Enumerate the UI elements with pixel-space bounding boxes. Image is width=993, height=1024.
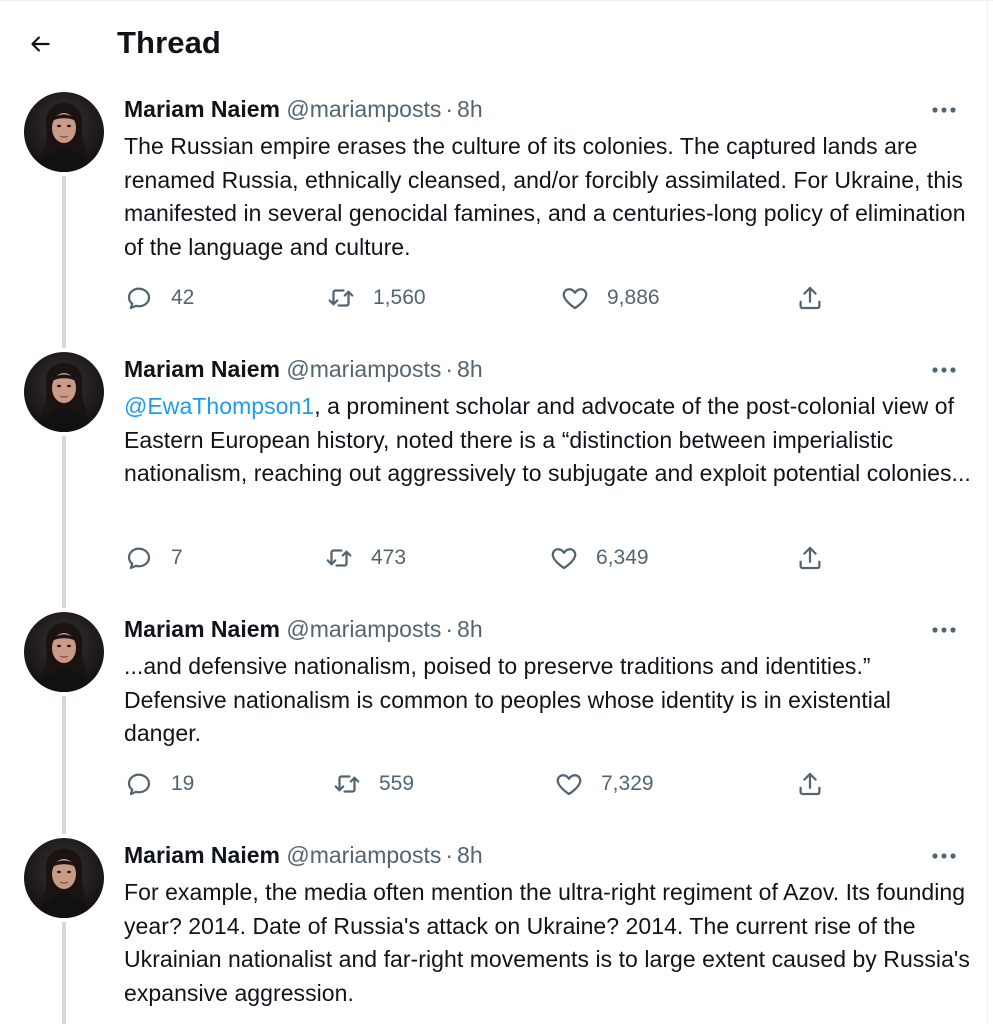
more-dots-icon — [924, 98, 964, 122]
tweet-actions — [0, 764, 988, 804]
like-count: 7,329 — [601, 772, 654, 795]
like-button[interactable] — [554, 764, 654, 804]
thread-connector — [62, 436, 66, 608]
profile-photo — [24, 92, 104, 172]
reply-button[interactable] — [124, 538, 183, 578]
share-icon — [795, 283, 825, 313]
column-border — [987, 0, 988, 1024]
like-count: 6,349 — [596, 546, 649, 569]
like-button[interactable] — [560, 278, 660, 318]
retweet-button[interactable] — [332, 764, 414, 804]
tweet-meta — [124, 356, 483, 383]
share-button[interactable] — [795, 764, 825, 804]
avatar[interactable] — [24, 352, 104, 432]
profile-photo — [24, 612, 104, 692]
back-button[interactable] — [22, 26, 58, 62]
tweet-meta — [124, 842, 483, 869]
author-name[interactable]: Mariam Naiem — [124, 616, 280, 642]
avatar[interactable] — [24, 612, 104, 692]
reply-count: 7 — [171, 546, 183, 569]
thread-header — [0, 0, 988, 88]
tweet-body: ...and defensive nationalism, poised to preserve traditions and identities.” Defensive nationalism is common to peoples whose identity is in existential danger. — [124, 653, 891, 746]
more-options-button[interactable] — [924, 618, 964, 642]
author-name[interactable]: Mariam Naiem — [124, 842, 280, 868]
profile-photo — [24, 838, 104, 918]
tweet-text — [124, 876, 974, 1010]
reply-button[interactable] — [124, 278, 194, 318]
thread-connector — [62, 922, 66, 1024]
retweet-count: 559 — [379, 772, 415, 795]
separator-dot: · — [445, 842, 454, 868]
author-name[interactable]: Mariam Naiem — [124, 96, 280, 122]
tweet-actions — [0, 278, 988, 318]
author-handle[interactable]: @mariamposts — [286, 356, 442, 382]
thread-connector — [62, 176, 66, 348]
more-options-button[interactable] — [924, 358, 964, 382]
avatar[interactable] — [24, 838, 104, 918]
timestamp[interactable]: 8h — [457, 616, 483, 642]
author-handle[interactable]: @mariamposts — [286, 96, 442, 122]
tweet-meta — [124, 616, 483, 643]
retweet-button[interactable] — [324, 538, 406, 578]
reply-count: 42 — [171, 286, 195, 309]
mention-link[interactable]: @EwaThompson1 — [124, 393, 315, 419]
retweet-icon — [326, 283, 356, 313]
author-handle[interactable]: @mariamposts — [286, 616, 442, 642]
retweet-count: 1,560 — [373, 286, 426, 309]
timestamp[interactable]: 8h — [457, 842, 483, 868]
avatar[interactable] — [24, 92, 104, 172]
page-title: Thread — [117, 25, 221, 60]
retweet-count: 473 — [371, 546, 407, 569]
tweet-body: The Russian empire erases the culture of its colonies. The captured lands are renamed Russia, ethnically cleansed, and/or forcibly assimilated. For Ukraine, this manifested in several genocidal famines, and a centuries-long policy of elimination of the language and culture. — [124, 133, 966, 260]
more-dots-icon — [924, 844, 964, 868]
tweet-actions — [0, 538, 988, 578]
retweet-icon — [332, 769, 362, 799]
timestamp[interactable]: 8h — [457, 356, 483, 382]
share-button[interactable] — [795, 278, 825, 318]
share-icon — [795, 543, 825, 573]
heart-icon — [560, 283, 590, 313]
tweet-text — [124, 390, 974, 491]
arrow-left-icon — [22, 26, 58, 62]
reply-icon — [124, 283, 154, 313]
more-options-button[interactable] — [924, 98, 964, 122]
heart-icon — [549, 543, 579, 573]
heart-icon — [554, 769, 584, 799]
tweet-meta — [124, 96, 483, 123]
tweet-body: , a prominent scholar and advocate of the post-colonial view of Eastern European history, noted there is a “distinction between imperialistic nationalism, reaching out aggressively to subjugate and exploit potential colonies... — [124, 393, 971, 486]
tweet-body: For example, the media often mention the ultra-right regiment of Azov. Its founding year? 2014. Date of Russia's attack on Ukraine? 2014. The current rise of the Ukrainian nationalist and far-right movements is to large extent caused by Russia's expansive aggression. — [124, 879, 970, 1006]
tweet-text — [124, 130, 974, 264]
author-handle[interactable]: @mariamposts — [286, 842, 442, 868]
share-button[interactable] — [795, 538, 825, 578]
like-count: 9,886 — [607, 286, 660, 309]
more-options-button[interactable] — [924, 844, 964, 868]
like-button[interactable] — [549, 538, 649, 578]
retweet-icon — [324, 543, 354, 573]
retweet-button[interactable] — [326, 278, 426, 318]
reply-icon — [124, 769, 154, 799]
more-dots-icon — [924, 358, 964, 382]
reply-icon — [124, 543, 154, 573]
profile-photo — [24, 352, 104, 432]
separator-dot: · — [445, 96, 454, 122]
timestamp[interactable]: 8h — [457, 96, 483, 122]
reply-button[interactable] — [124, 764, 194, 804]
reply-count: 19 — [171, 772, 195, 795]
author-name[interactable]: Mariam Naiem — [124, 356, 280, 382]
separator-dot: · — [445, 356, 454, 382]
share-icon — [795, 769, 825, 799]
separator-dot: · — [445, 616, 454, 642]
tweet-text — [124, 650, 974, 751]
more-dots-icon — [924, 618, 964, 642]
